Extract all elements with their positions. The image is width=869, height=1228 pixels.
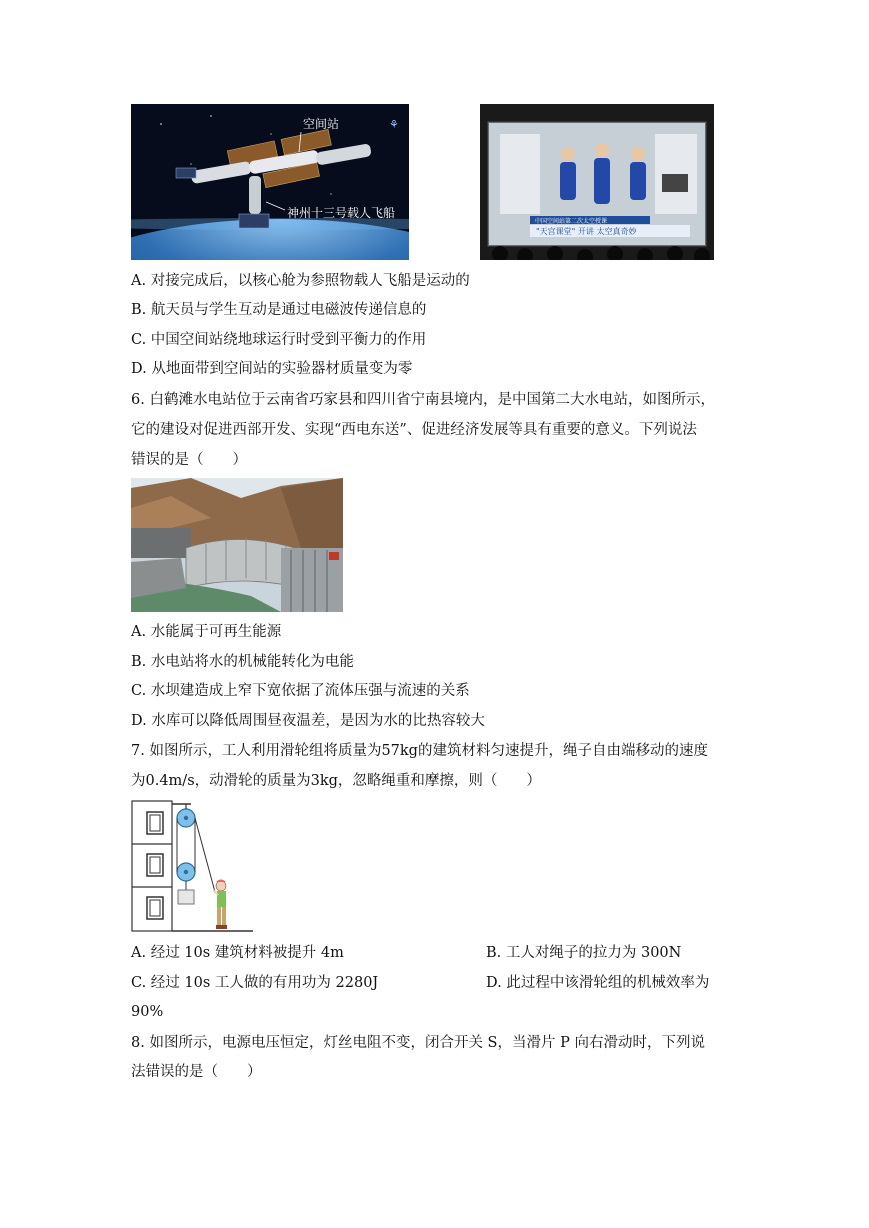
q7-stem-line-1: 7. 如图所示，工人利用滑轮组将质量为57kg的建筑材料匀速提升，绳子自由端移动的速度 [131, 743, 708, 759]
classroom-caption-main: "天宫课堂" 开讲 太空真奇妙 [536, 227, 637, 236]
q6-stem-line-1: 6. 白鹤滩水电站位于云南省巧家县和四川省宁南县境内，是中国第二大水电站，如图所示， [131, 392, 715, 408]
q5-option-a: A. 对接完成后，以核心舱为参照物载人飞船是运动的 [131, 273, 470, 289]
q6-option-d: D. 水库可以降低周围昼夜温差，是因为水的比热容较大 [131, 713, 485, 729]
q5-option-c: C. 中国空间站绕地球运行时受到平衡力的作用 [131, 332, 427, 348]
q7-option-d: D. 此过程中该滑轮组的机械效率为 [486, 975, 710, 991]
q5-option-b: B. 航天员与学生互动是通过电磁波传递信息的 [131, 302, 427, 318]
svg-text:⚘: ⚘ [389, 118, 399, 131]
q6-option-b: B. 水电站将水的机械能转化为电能 [131, 654, 354, 670]
q7-option-a: A. 经过 10s 建筑材料被提升 4m [131, 945, 344, 961]
classroom-caption-top: 中国空间站第二次太空授课 [535, 218, 608, 225]
q6-option-a: A. 水能属于可再生能源 [131, 624, 282, 640]
space-station-figure [131, 104, 409, 260]
q6-option-c: C. 水坝建造成上窄下宽依据了流体压强与流速的关系 [131, 683, 470, 699]
q8-stem-line-1: 8. 如图所示，电源电压恒定，灯丝电阻不变，闭合开关 S，当滑片 P 向右滑动时，下列说 [131, 1035, 705, 1051]
q7-option-c: C. 经过 10s 工人做的有用功为 2280J [131, 975, 379, 991]
q6-stem-line-3: 错误的是（ ） [131, 452, 247, 468]
q5-option-d: D. 从地面带到空间站的实验器材质量变为零 [131, 361, 413, 377]
hydropower-dam-figure [131, 478, 343, 612]
q7-option-d-continued: 90% [131, 1004, 164, 1020]
station-label: 空间站 [303, 117, 340, 131]
q6-stem-line-2: 它的建设对促进西部开发、实现“西电东送”、促进经济发展等具有重要的意义。下列说法 [131, 422, 697, 438]
pulley-system-figure [131, 800, 255, 934]
q7-stem-line-2: 为0.4m/s，动滑轮的质量为3kg，忽略绳重和摩擦，则（ ） [131, 773, 541, 789]
q7-option-b: B. 工人对绳子的拉力为 300N [486, 945, 682, 961]
space-classroom-figure [480, 104, 714, 260]
spaceship-label: 神州十三号载人飞船 [287, 206, 396, 220]
q8-stem-line-2: 法错误的是（ ） [131, 1064, 262, 1080]
